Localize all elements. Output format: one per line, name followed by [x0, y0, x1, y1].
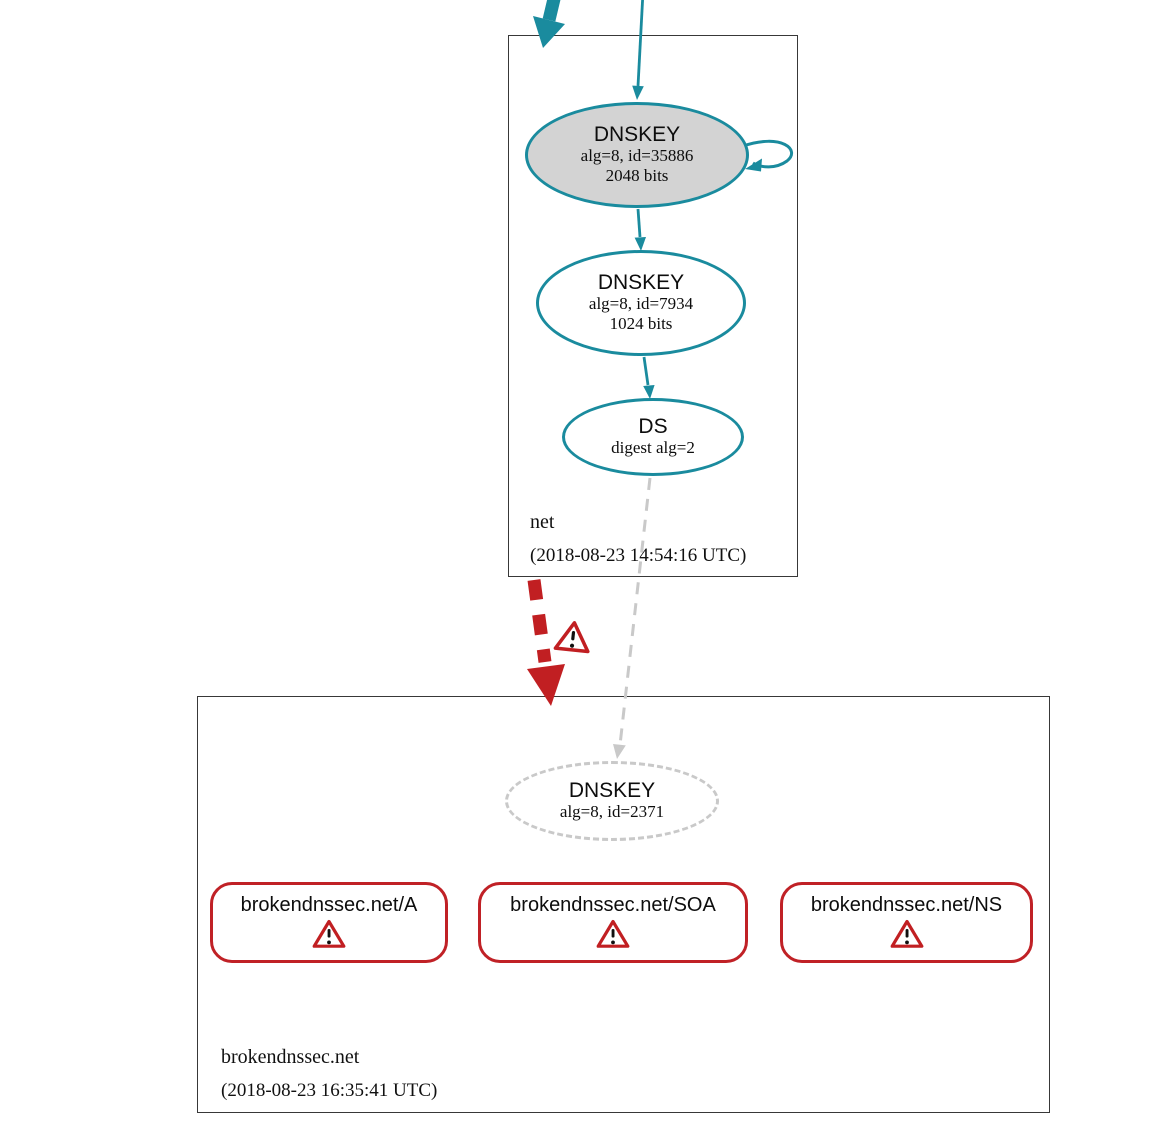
rrset-brokendnssec-net-ns[interactable]	[780, 882, 1033, 963]
warning-icon	[596, 919, 630, 949]
rrset-label: brokendnssec.net/SOA	[510, 894, 716, 916]
warning-icon	[312, 919, 346, 949]
ds-to-child-dnskey-dashed-arrow	[613, 478, 650, 759]
node-ds-net[interactable]	[562, 398, 744, 476]
node-attr-alg-id: alg=8, id=7934	[588, 294, 694, 314]
rrset-brokendnssec-net-a[interactable]	[210, 882, 448, 963]
incoming-dnskey-arrow	[632, 0, 644, 100]
node-attr-digest: digest alg=2	[611, 438, 695, 458]
zone-name-net: net	[530, 511, 555, 533]
node-dnskey-zsk-net[interactable]	[536, 250, 746, 356]
node-attr-bits: 2048 bits	[605, 166, 669, 186]
zone-timestamp-brokendnssec-net: (2018-08-23 16:35:41 UTC)	[221, 1080, 438, 1101]
zone-name-brokendnssec-net: brokendnssec.net	[221, 1046, 360, 1068]
node-title: DNSKEY	[597, 270, 685, 294]
zone-timestamp-net: (2018-08-23 14:54:16 UTC)	[530, 545, 747, 566]
node-title: DNSKEY	[593, 122, 681, 146]
node-attr-alg-id: alg=8, id=35886	[580, 146, 694, 166]
node-attr-alg-id: alg=8, id=2371	[559, 802, 665, 822]
rrset-label: brokendnssec.net/NS	[810, 894, 1003, 916]
warning-icon	[890, 919, 924, 949]
ksk-signs-zsk-arrow	[635, 209, 646, 251]
node-dnskey-brokendnssec[interactable]	[505, 761, 719, 841]
node-title: DS	[638, 414, 668, 438]
ksk-self-sign-loop-arrow	[743, 141, 792, 171]
node-title: DNSKEY	[568, 778, 656, 802]
node-attr-bits: 1024 bits	[609, 314, 673, 334]
rrset-label: brokendnssec.net/A	[240, 894, 418, 916]
warning-icon	[552, 618, 593, 655]
rrset-brokendnssec-net-soa[interactable]	[478, 882, 748, 963]
node-dnskey-ksk-net[interactable]	[525, 102, 749, 208]
incoming-ds-arrow	[533, 0, 565, 48]
zsk-signs-ds-arrow	[643, 357, 654, 399]
